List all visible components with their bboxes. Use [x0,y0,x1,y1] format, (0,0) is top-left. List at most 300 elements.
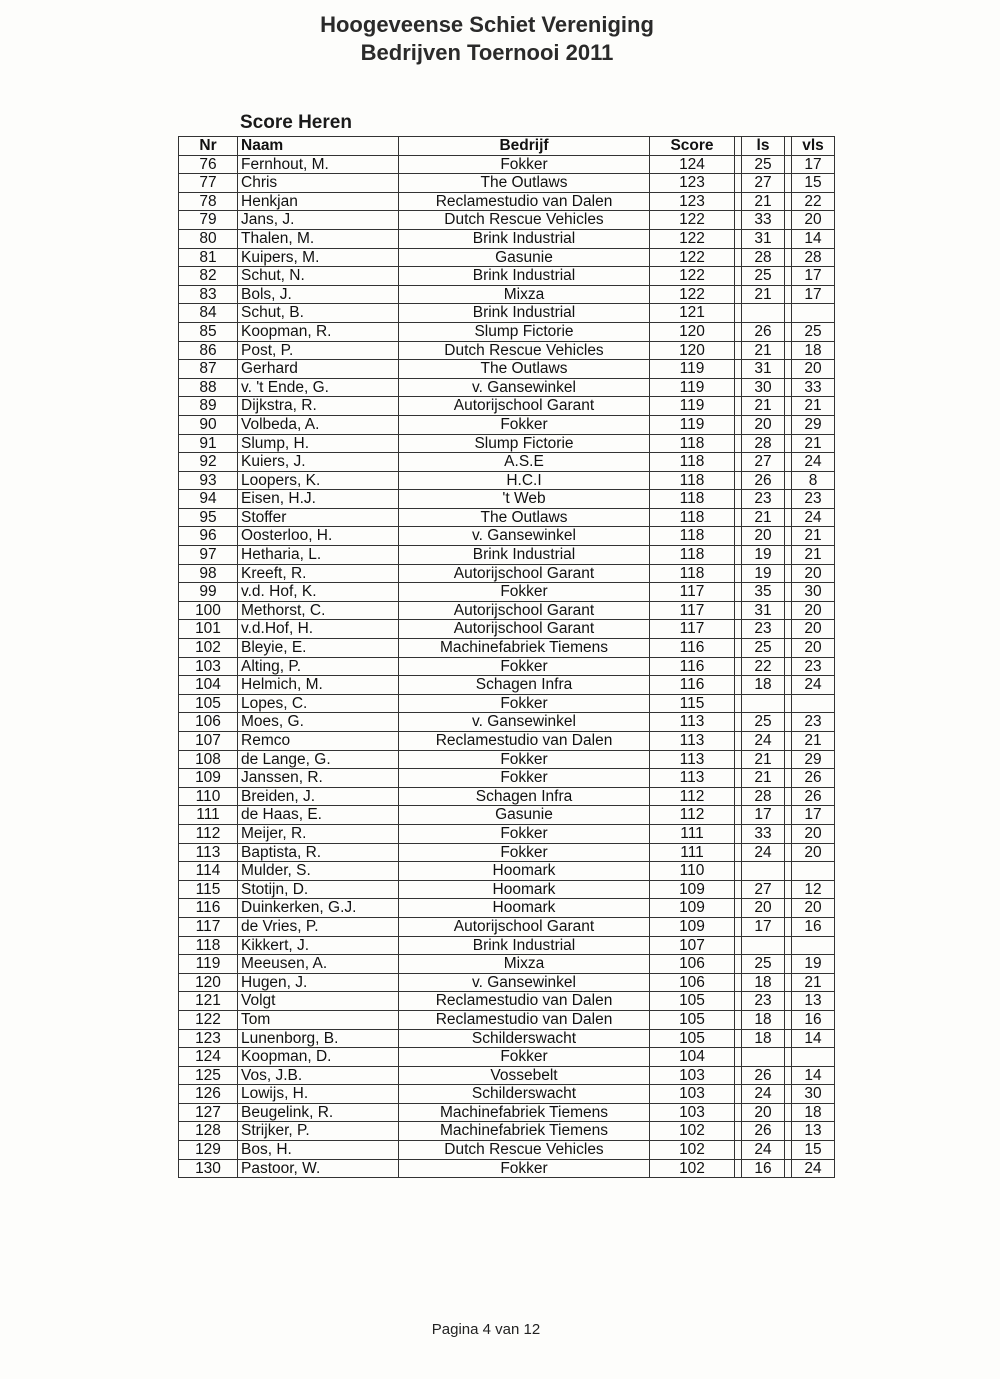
cell-nr: 98 [179,564,238,583]
cell-bedrijf: Machinefabriek Tiemens [399,639,650,658]
cell-nr: 86 [179,341,238,360]
cell-ls: 25 [742,267,785,286]
cell-vls: 18 [792,1103,835,1122]
column-header-nr: Nr [179,137,238,156]
column-header-score: Score [650,137,735,156]
cell-spacer [785,713,792,732]
cell-naam: Fernhout, M. [238,155,399,174]
cell-score: 115 [650,694,735,713]
cell-naam: Mulder, S. [238,862,399,881]
table-row [179,397,835,416]
cell-bedrijf: Fokker [399,843,650,862]
cell-spacer [735,211,742,230]
cell-spacer [785,1122,792,1141]
table-row [179,824,835,843]
cell-spacer [785,155,792,174]
cell-nr: 88 [179,378,238,397]
cell-vls: 21 [792,434,835,453]
cell-nr: 84 [179,304,238,323]
cell-spacer [785,806,792,825]
cell-score: 112 [650,787,735,806]
table-row [179,155,835,174]
cell-score: 109 [650,880,735,899]
cell-ls: 31 [742,601,785,620]
cell-nr: 78 [179,192,238,211]
cell-score: 118 [650,453,735,472]
cell-ls: 24 [742,1085,785,1104]
cell-vls: 12 [792,880,835,899]
cell-spacer [735,341,742,360]
cell-vls: 15 [792,1141,835,1160]
cell-naam: Lowijs, H. [238,1085,399,1104]
cell-spacer [735,155,742,174]
cell-score: 102 [650,1122,735,1141]
cell-nr: 102 [179,639,238,658]
cell-nr: 107 [179,732,238,751]
cell-spacer [735,694,742,713]
cell-spacer [785,378,792,397]
cell-bedrijf: Hoomark [399,899,650,918]
cell-bedrijf: H.C.I [399,471,650,490]
cell-score: 122 [650,211,735,230]
table-row [179,936,835,955]
table-row [179,1010,835,1029]
cell-spacer [785,583,792,602]
cell-spacer [785,694,792,713]
cell-spacer [785,174,792,193]
table-row [179,583,835,602]
cell-spacer [735,917,742,936]
table-row [179,787,835,806]
cell-bedrijf: Slump Fictorie [399,434,650,453]
cell-spacer [735,936,742,955]
cell-spacer [735,397,742,416]
cell-vls: 17 [792,267,835,286]
cell-spacer [735,676,742,695]
table-row [179,304,835,323]
cell-score: 105 [650,1010,735,1029]
cell-bedrijf: Machinefabriek Tiemens [399,1122,650,1141]
cell-bedrijf: The Outlaws [399,508,650,527]
cell-naam: Schut, B. [238,304,399,323]
cell-ls: 25 [742,155,785,174]
cell-spacer [735,192,742,211]
cell-score: 113 [650,732,735,751]
cell-ls: 21 [742,750,785,769]
cell-naam: Duinkerken, G.J. [238,899,399,918]
cell-bedrijf: v. Gansewinkel [399,713,650,732]
cell-spacer [785,750,792,769]
cell-bedrijf: Autorijschool Garant [399,601,650,620]
cell-spacer [785,769,792,788]
cell-bedrijf: Machinefabriek Tiemens [399,1103,650,1122]
cell-vls: 21 [792,397,835,416]
cell-score: 103 [650,1085,735,1104]
cell-spacer [735,1029,742,1048]
cell-naam: Helmich, M. [238,676,399,695]
table-row [179,564,835,583]
cell-vls: 14 [792,1066,835,1085]
table-row [179,267,835,286]
cell-spacer [735,583,742,602]
cell-bedrijf: Fokker [399,1048,650,1067]
table-row [179,917,835,936]
cell-ls: 20 [742,899,785,918]
cell-spacer [785,899,792,918]
cell-ls: 28 [742,248,785,267]
cell-spacer [735,564,742,583]
cell-naam: Jans, J. [238,211,399,230]
cell-spacer [785,639,792,658]
cell-spacer [735,880,742,899]
cell-nr: 124 [179,1048,238,1067]
cell-ls: 28 [742,787,785,806]
cell-score: 119 [650,378,735,397]
cell-bedrijf: Fokker [399,769,650,788]
table-header-row [179,137,835,156]
cell-bedrijf: The Outlaws [399,360,650,379]
cell-nr: 112 [179,824,238,843]
cell-ls: 20 [742,415,785,434]
cell-naam: Moes, G. [238,713,399,732]
cell-spacer [785,1048,792,1067]
cell-spacer [735,229,742,248]
cell-ls: 26 [742,471,785,490]
cell-vls: 14 [792,229,835,248]
cell-score: 103 [650,1066,735,1085]
cell-ls: 25 [742,955,785,974]
cell-score: 113 [650,750,735,769]
cell-score: 123 [650,192,735,211]
cell-score: 122 [650,267,735,286]
cell-nr: 117 [179,917,238,936]
cell-spacer [785,285,792,304]
cell-spacer [785,546,792,565]
cell-spacer [785,192,792,211]
cell-spacer [785,304,792,323]
cell-nr: 130 [179,1159,238,1178]
cell-score: 117 [650,601,735,620]
cell-spacer [785,341,792,360]
cell-bedrijf: Fokker [399,583,650,602]
cell-naam: Strijker, P. [238,1122,399,1141]
cell-score: 118 [650,564,735,583]
table-row [179,1141,835,1160]
table-row [179,973,835,992]
table-row [179,1066,835,1085]
cell-nr: 83 [179,285,238,304]
cell-spacer [785,732,792,751]
cell-score: 124 [650,155,735,174]
cell-bedrijf: Hoomark [399,862,650,881]
cell-bedrijf: A.S.E [399,453,650,472]
cell-bedrijf: Schagen Infra [399,787,650,806]
cell-ls: 25 [742,639,785,658]
cell-naam: Kuipers, M. [238,248,399,267]
cell-ls: 21 [742,508,785,527]
cell-spacer [785,843,792,862]
cell-bedrijf: Brink Industrial [399,936,650,955]
cell-nr: 116 [179,899,238,918]
table-row [179,1085,835,1104]
cell-spacer [735,546,742,565]
cell-bedrijf: Brink Industrial [399,304,650,323]
cell-score: 112 [650,806,735,825]
cell-nr: 94 [179,490,238,509]
cell-spacer [785,601,792,620]
cell-ls: 21 [742,341,785,360]
table-row [179,732,835,751]
cell-ls: 21 [742,285,785,304]
cell-ls: 24 [742,732,785,751]
cell-spacer [785,676,792,695]
cell-bedrijf: v. Gansewinkel [399,378,650,397]
cell-naam: v.d.Hof, H. [238,620,399,639]
cell-vls: 23 [792,657,835,676]
cell-score: 119 [650,415,735,434]
table-row [179,471,835,490]
cell-score: 106 [650,973,735,992]
cell-spacer [735,508,742,527]
cell-ls: 20 [742,1103,785,1122]
cell-naam: Bos, H. [238,1141,399,1160]
cell-spacer [785,862,792,881]
cell-bedrijf: Fokker [399,824,650,843]
cell-vls: 26 [792,787,835,806]
table-row [179,527,835,546]
cell-bedrijf: Fokker [399,657,650,676]
cell-vls: 20 [792,824,835,843]
cell-score: 105 [650,992,735,1011]
cell-spacer [735,248,742,267]
cell-naam: Kuiers, J. [238,453,399,472]
cell-nr: 93 [179,471,238,490]
cell-naam: Lopes, C. [238,694,399,713]
cell-bedrijf: Mixza [399,955,650,974]
document-title: Hoogeveense Schiet Vereniging [320,12,654,37]
table-row [179,955,835,974]
cell-score: 111 [650,843,735,862]
cell-score: 106 [650,955,735,974]
cell-vls: 16 [792,1010,835,1029]
cell-vls [792,304,835,323]
cell-naam: Bleyie, E. [238,639,399,658]
table-row [179,490,835,509]
cell-nr: 90 [179,415,238,434]
cell-naam: Methorst, C. [238,601,399,620]
cell-score: 118 [650,434,735,453]
cell-score: 118 [650,471,735,490]
table-row [179,1103,835,1122]
cell-vls: 20 [792,564,835,583]
cell-bedrijf: Dutch Rescue Vehicles [399,1141,650,1160]
cell-nr: 77 [179,174,238,193]
cell-ls: 33 [742,824,785,843]
cell-vls: 22 [792,192,835,211]
cell-score: 119 [650,360,735,379]
cell-naam: Oosterloo, H. [238,527,399,546]
cell-score: 116 [650,676,735,695]
table-row [179,341,835,360]
cell-bedrijf: Fokker [399,694,650,713]
cell-vls: 33 [792,378,835,397]
cell-vls: 26 [792,769,835,788]
cell-bedrijf: Dutch Rescue Vehicles [399,211,650,230]
cell-spacer [735,1141,742,1160]
cell-ls: 28 [742,434,785,453]
cell-bedrijf: Hoomark [399,880,650,899]
cell-spacer [785,248,792,267]
cell-ls [742,936,785,955]
cell-naam: de Lange, G. [238,750,399,769]
cell-ls: 27 [742,174,785,193]
cell-vls: 21 [792,973,835,992]
cell-nr: 111 [179,806,238,825]
cell-ls: 26 [742,1066,785,1085]
table-row [179,211,835,230]
column-spacer [785,137,792,156]
cell-nr: 127 [179,1103,238,1122]
cell-score: 111 [650,824,735,843]
cell-naam: Stotijn, D. [238,880,399,899]
table-row [179,248,835,267]
cell-naam: v.d. Hof, K. [238,583,399,602]
cell-ls: 19 [742,564,785,583]
cell-bedrijf: Fokker [399,750,650,769]
cell-ls: 24 [742,843,785,862]
cell-ls [742,1048,785,1067]
cell-spacer [785,1010,792,1029]
cell-spacer [785,211,792,230]
cell-vls: 21 [792,527,835,546]
cell-ls: 24 [742,1141,785,1160]
table-row [179,806,835,825]
cell-bedrijf: Reclamestudio van Dalen [399,1010,650,1029]
cell-nr: 82 [179,267,238,286]
cell-bedrijf: 't Web [399,490,650,509]
cell-naam: Stoffer [238,508,399,527]
table-row [179,750,835,769]
cell-spacer [735,750,742,769]
table-row [179,992,835,1011]
cell-score: 122 [650,229,735,248]
cell-spacer [785,564,792,583]
cell-vls: 20 [792,620,835,639]
cell-nr: 123 [179,1029,238,1048]
cell-nr: 100 [179,601,238,620]
cell-ls: 33 [742,211,785,230]
cell-ls: 20 [742,527,785,546]
score-table-body [179,155,835,1178]
cell-naam: Chris [238,174,399,193]
cell-score: 116 [650,657,735,676]
cell-nr: 80 [179,229,238,248]
cell-naam: Kikkert, J. [238,936,399,955]
cell-naam: Thalen, M. [238,229,399,248]
cell-bedrijf: Reclamestudio van Dalen [399,192,650,211]
cell-spacer [785,415,792,434]
cell-spacer [785,1141,792,1160]
cell-bedrijf: Autorijschool Garant [399,397,650,416]
cell-spacer [735,360,742,379]
cell-spacer [735,806,742,825]
cell-nr: 91 [179,434,238,453]
cell-score: 118 [650,508,735,527]
cell-score: 116 [650,639,735,658]
cell-vls: 8 [792,471,835,490]
cell-ls: 26 [742,1122,785,1141]
cell-spacer [785,397,792,416]
cell-spacer [735,1085,742,1104]
cell-ls: 23 [742,620,785,639]
cell-spacer [785,620,792,639]
table-row [179,508,835,527]
cell-score: 119 [650,397,735,416]
table-row [179,620,835,639]
cell-nr: 129 [179,1141,238,1160]
cell-spacer [785,657,792,676]
cell-vls: 13 [792,992,835,1011]
cell-naam: Bols, J. [238,285,399,304]
cell-naam: Schut, N. [238,267,399,286]
cell-vls: 23 [792,713,835,732]
cell-vls: 21 [792,732,835,751]
cell-nr: 87 [179,360,238,379]
cell-ls: 25 [742,713,785,732]
cell-naam: Breiden, J. [238,787,399,806]
cell-naam: Janssen, R. [238,769,399,788]
table-row [179,899,835,918]
cell-bedrijf: Gasunie [399,806,650,825]
cell-vls: 20 [792,843,835,862]
cell-ls: 23 [742,992,785,1011]
cell-ls: 26 [742,322,785,341]
cell-naam: Post, P. [238,341,399,360]
cell-spacer [735,769,742,788]
cell-nr: 108 [179,750,238,769]
cell-bedrijf: Schagen Infra [399,676,650,695]
cell-bedrijf: v. Gansewinkel [399,973,650,992]
cell-vls: 14 [792,1029,835,1048]
cell-bedrijf: Slump Fictorie [399,322,650,341]
cell-spacer [735,285,742,304]
cell-score: 102 [650,1159,735,1178]
cell-score: 107 [650,936,735,955]
cell-vls: 15 [792,174,835,193]
cell-spacer [735,620,742,639]
cell-naam: Baptista, R. [238,843,399,862]
cell-nr: 81 [179,248,238,267]
cell-score: 110 [650,862,735,881]
cell-spacer [735,639,742,658]
cell-score: 120 [650,341,735,360]
cell-naam: Remco [238,732,399,751]
cell-ls: 21 [742,192,785,211]
cell-nr: 122 [179,1010,238,1029]
table-row [179,285,835,304]
cell-ls [742,694,785,713]
cell-bedrijf: Autorijschool Garant [399,620,650,639]
cell-vls: 17 [792,806,835,825]
cell-naam: de Haas, E. [238,806,399,825]
cell-score: 104 [650,1048,735,1067]
cell-naam: Koopman, R. [238,322,399,341]
cell-naam: Henkjan [238,192,399,211]
cell-spacer [735,787,742,806]
cell-spacer [735,322,742,341]
cell-spacer [785,490,792,509]
cell-spacer [735,471,742,490]
